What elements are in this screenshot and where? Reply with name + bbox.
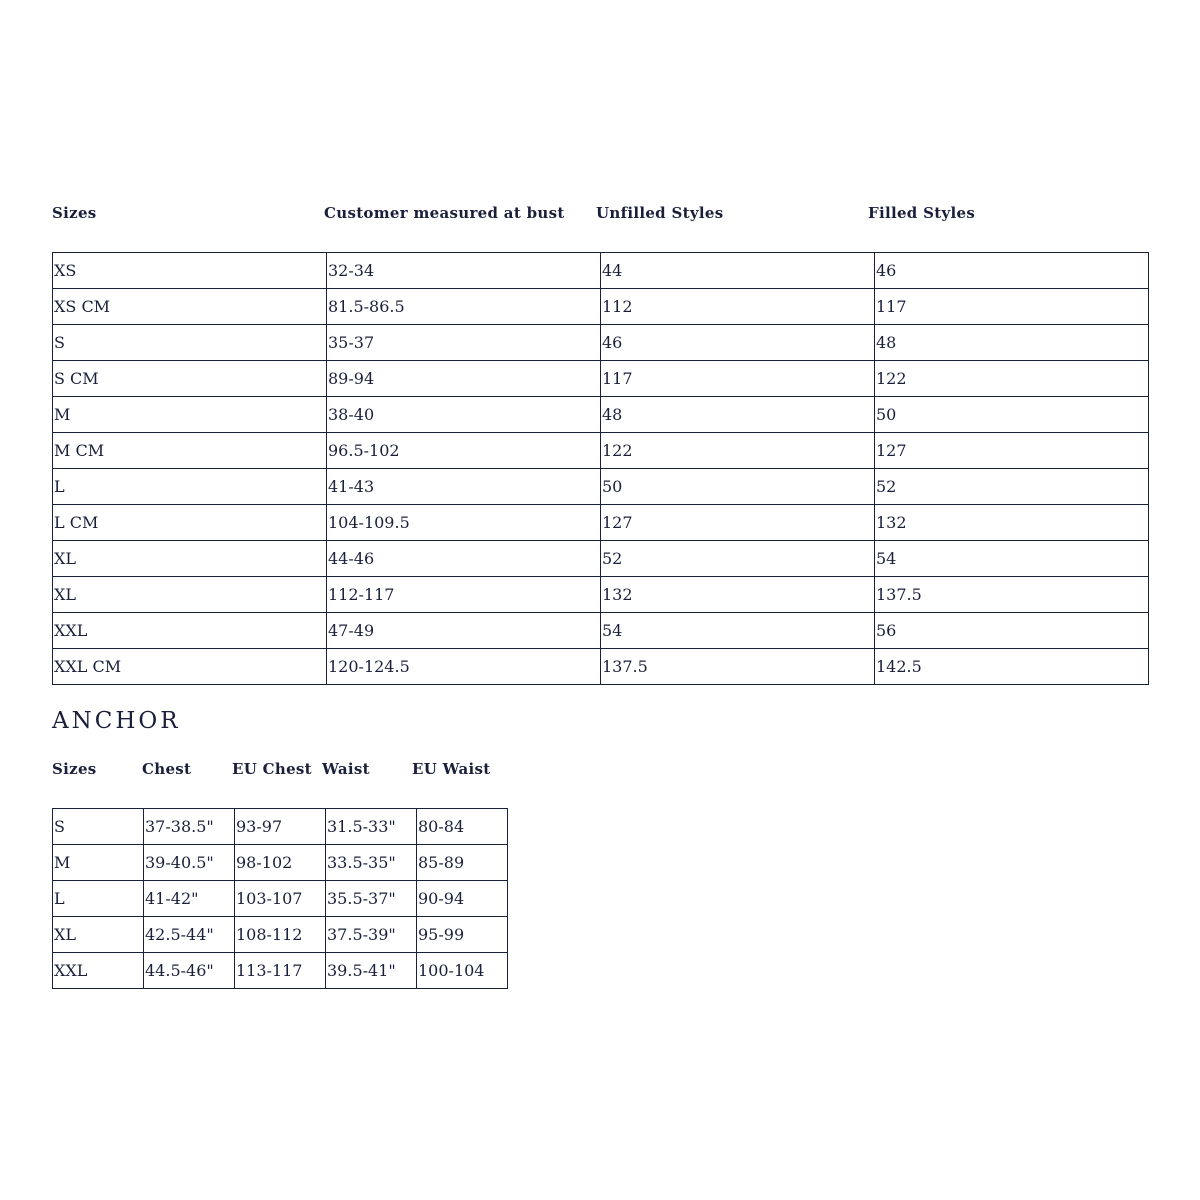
- main_table-header-sizes: Sizes: [52, 204, 97, 222]
- anchor-header-waist: Waist: [322, 760, 370, 778]
- table-cell: 85-89: [417, 845, 508, 881]
- table-cell: 122: [875, 361, 1149, 397]
- table-cell: M: [53, 845, 144, 881]
- table-row: [53, 649, 1149, 685]
- table-cell: 112: [601, 289, 875, 325]
- table-cell: 81.5-86.5: [327, 289, 601, 325]
- table-row: [53, 541, 1149, 577]
- table-row: [53, 397, 1149, 433]
- table-cell: 100-104: [417, 953, 508, 989]
- table-cell: 112-117: [327, 577, 601, 613]
- table-row: [53, 289, 1149, 325]
- table-row: [53, 953, 508, 989]
- table-cell: 120-124.5: [327, 649, 601, 685]
- table-cell: 32-34: [327, 253, 601, 289]
- table-cell: 52: [875, 469, 1149, 505]
- table-cell: 93-97: [235, 809, 326, 845]
- table-cell: 33.5-35": [326, 845, 417, 881]
- main_table-header-customer-measured-at-bust: Customer measured at bust: [324, 204, 565, 222]
- main-table-header-row: [52, 204, 1140, 222]
- table-cell: 90-94: [417, 881, 508, 917]
- anchor-header-chest: Chest: [142, 760, 192, 778]
- table-cell: 127: [875, 433, 1149, 469]
- table-row: [53, 613, 1149, 649]
- table-cell: 37-38.5": [144, 809, 235, 845]
- table-cell: S CM: [53, 361, 327, 397]
- table-cell: 96.5-102: [327, 433, 601, 469]
- table-cell: 35-37: [327, 325, 601, 361]
- table-cell: 35.5-37": [326, 881, 417, 917]
- table-row: [53, 469, 1149, 505]
- table-cell: 108-112: [235, 917, 326, 953]
- table-cell: 104-109.5: [327, 505, 601, 541]
- table-cell: XXL CM: [53, 649, 327, 685]
- table-cell: XS: [53, 253, 327, 289]
- anchor-header-eu-waist: EU Waist: [412, 760, 491, 778]
- table-cell: 95-99: [417, 917, 508, 953]
- anchor-header-eu-chest: EU Chest: [232, 760, 312, 778]
- table-cell: 54: [601, 613, 875, 649]
- table-cell: 117: [601, 361, 875, 397]
- table-cell: 142.5: [875, 649, 1149, 685]
- table-cell: 117: [875, 289, 1149, 325]
- table-cell: 46: [875, 253, 1149, 289]
- table-cell: M CM: [53, 433, 327, 469]
- table-cell: 47-49: [327, 613, 601, 649]
- table-cell: 44-46: [327, 541, 601, 577]
- table-cell: 37.5-39": [326, 917, 417, 953]
- table-cell: XS CM: [53, 289, 327, 325]
- table-cell: 42.5-44": [144, 917, 235, 953]
- anchor-size-table: [52, 808, 508, 989]
- table-cell: 39-40.5": [144, 845, 235, 881]
- table-row: [53, 881, 508, 917]
- table-cell: 127: [601, 505, 875, 541]
- table-cell: 89-94: [327, 361, 601, 397]
- table-cell: 44: [601, 253, 875, 289]
- table-cell: XL: [53, 577, 327, 613]
- table-cell: 50: [601, 469, 875, 505]
- table-row: [53, 809, 508, 845]
- table-row: [53, 505, 1149, 541]
- table-cell: XXL: [53, 953, 144, 989]
- table-cell: 137.5: [875, 577, 1149, 613]
- main_table-header-filled-styles: Filled Styles: [868, 204, 976, 222]
- table-row: [53, 361, 1149, 397]
- table-cell: 54: [875, 541, 1149, 577]
- main_table-header-unfilled-styles: Unfilled Styles: [596, 204, 724, 222]
- table-cell: 103-107: [235, 881, 326, 917]
- table-cell: 137.5: [601, 649, 875, 685]
- anchor-table-header-row: [52, 760, 502, 778]
- table-cell: 113-117: [235, 953, 326, 989]
- table-cell: 52: [601, 541, 875, 577]
- table-cell: XL: [53, 917, 144, 953]
- table-cell: 56: [875, 613, 1149, 649]
- table-cell: 41-43: [327, 469, 601, 505]
- table-cell: L CM: [53, 505, 327, 541]
- table-cell: 44.5-46": [144, 953, 235, 989]
- table-cell: 98-102: [235, 845, 326, 881]
- anchor-header-sizes: Sizes: [52, 760, 97, 778]
- table-cell: 48: [601, 397, 875, 433]
- table-row: [53, 433, 1149, 469]
- table-cell: 48: [875, 325, 1149, 361]
- table-row: [53, 917, 508, 953]
- table-row: [53, 253, 1149, 289]
- table-cell: 132: [875, 505, 1149, 541]
- table-cell: 41-42": [144, 881, 235, 917]
- table-row: [53, 325, 1149, 361]
- table-cell: 122: [601, 433, 875, 469]
- table-cell: S: [53, 325, 327, 361]
- table-cell: 31.5-33": [326, 809, 417, 845]
- table-cell: 80-84: [417, 809, 508, 845]
- table-cell: M: [53, 397, 327, 433]
- table-cell: L: [53, 881, 144, 917]
- table-cell: 39.5-41": [326, 953, 417, 989]
- table-cell: 46: [601, 325, 875, 361]
- table-cell: 132: [601, 577, 875, 613]
- table-row: [53, 845, 508, 881]
- table-cell: XL: [53, 541, 327, 577]
- main-size-table: [52, 252, 1149, 685]
- table-cell: L: [53, 469, 327, 505]
- table-row: [53, 577, 1149, 613]
- table-cell: S: [53, 809, 144, 845]
- table-cell: 38-40: [327, 397, 601, 433]
- table-cell: 50: [875, 397, 1149, 433]
- table-cell: XXL: [53, 613, 327, 649]
- anchor-section-title: ANCHOR: [52, 708, 181, 734]
